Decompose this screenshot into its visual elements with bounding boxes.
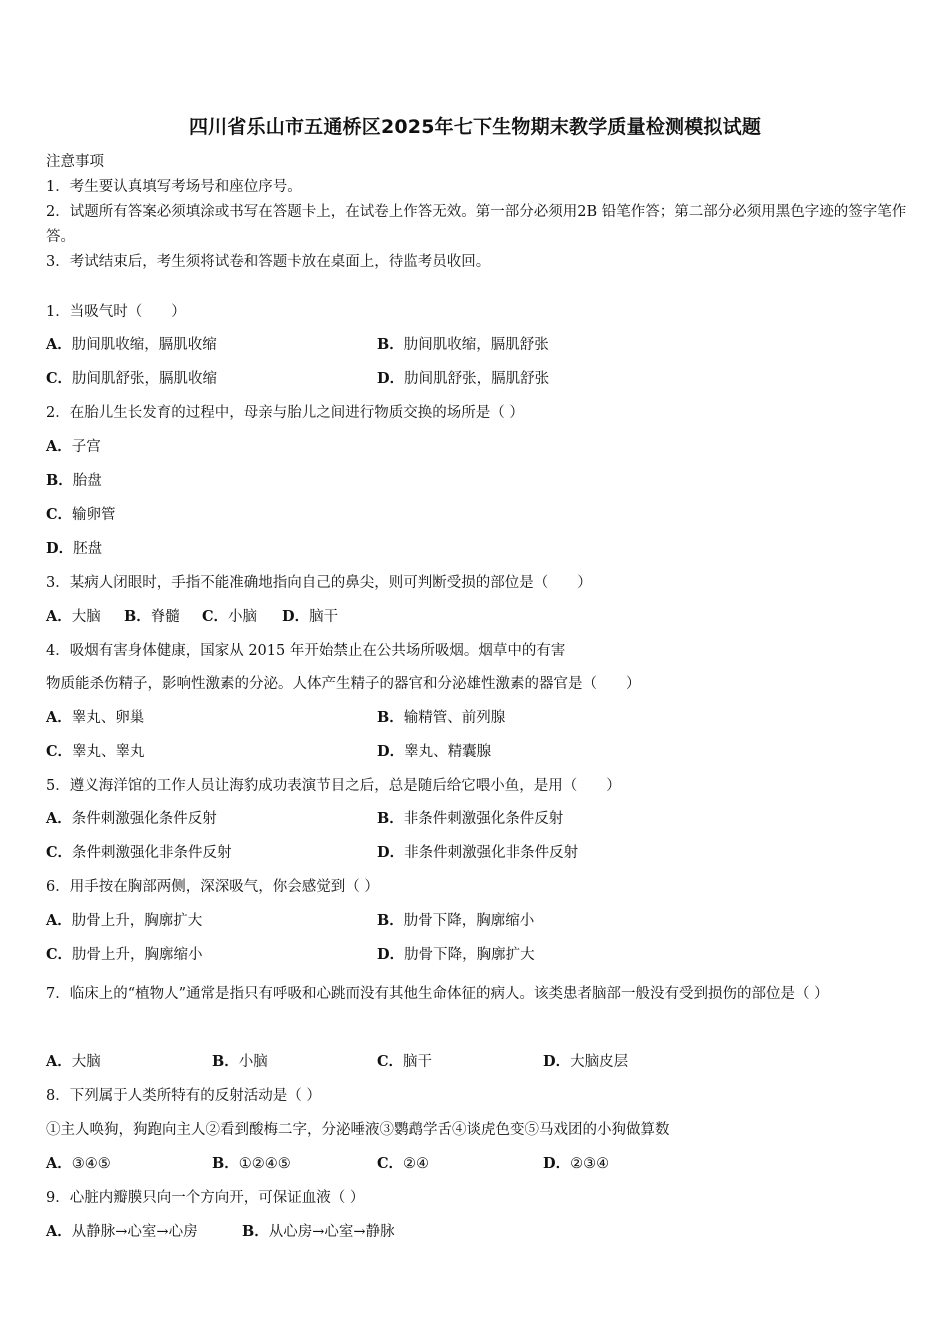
question-6-stem: 6．用手按在胸部两侧，深深吸气，你会感觉到（ ） [46,879,379,895]
q3-option-a: A．大脑 [46,608,101,625]
q4-option-c: C．睾丸、睾丸 [46,743,145,760]
note-item-2: 2．试题所有答案必须填涂或书写在答题卡上，在试卷上作答无效。第一部分必须用2B 铅笔作答；第二部分必须用黑色字迹的签字笔作答。 [46,204,907,245]
q1-option-d: D．肋间肌舒张，膈肌舒张 [377,370,550,387]
q4-option-d: D．睾丸、精囊腺 [377,743,492,760]
q1-option-a: A．肋间肌收缩，膈肌收缩 [46,336,217,353]
q2-option-c: C．输卵管 [46,506,116,523]
q1-option-b: B．肋间肌收缩，膈肌舒张 [377,336,549,353]
question-8-stem-cont: ①主人唤狗，狗跑向主人②看到酸梅二字，分泌唾液③鹦鹉学舌④谈虎色变⑤马戏团的小狗做算数 [46,1122,670,1138]
q4-option-a: A．睾丸、卵巢 [46,709,145,726]
q3-option-d: D．脑干 [282,608,339,625]
q7-option-c: C．脑干 [377,1053,433,1070]
q7-option-a: A．大脑 [46,1053,101,1070]
note-item-1: 1．考生要认真填写考场号和座位序号。 [46,179,302,195]
question-5-stem: 5．遵义海洋馆的工作人员让海豹成功表演节目之后，总是随后给它喂小鱼，是用（ ） [46,778,621,794]
q5-option-a: A．条件刺激强化条件反射 [46,810,217,827]
q6-option-d: D．肋骨下降，胸廓扩大 [377,946,535,963]
q1-option-c: C．肋间肌舒张，膈肌收缩 [46,370,218,387]
q4-option-b: B．输精管、前列腺 [377,709,506,726]
q9-option-a: A．从静脉→心室→心房 [46,1223,198,1240]
question-2-stem: 2．在胎儿生长发育的过程中，母亲与胎儿之间进行物质交换的场所是（ ） [46,405,524,421]
q6-option-c: C．肋骨上升，胸廓缩小 [46,946,203,963]
question-9-stem: 9．心脏内瓣膜只向一个方向开，可保证血液（ ） [46,1190,365,1206]
q3-option-b: B．脊髓 [124,608,180,625]
q7-option-d: D．大脑皮层 [543,1053,629,1070]
q6-option-b: B．肋骨下降，胸廓缩小 [377,912,535,929]
q5-option-b: B．非条件刺激强化条件反射 [377,810,564,827]
q9-option-b: B．从心房→心室→静脉 [242,1223,395,1240]
q7-option-b: B．小脑 [212,1053,268,1070]
note-item-3: 3．考试结束后，考生须将试卷和答题卡放在桌面上，待监考员收回。 [46,254,491,270]
question-8-stem: 8．下列属于人类所特有的反射活动是（ ） [46,1088,321,1104]
q5-option-c: C．条件刺激强化非条件反射 [46,844,232,861]
q5-option-d: D．非条件刺激强化非条件反射 [377,844,579,861]
q2-option-b: B．胎盘 [46,472,102,489]
question-4-stem-cont: 物质能杀伤精子，影响性激素的分泌。人体产生精子的器官和分泌雄性激素的器官是（ ） [46,676,641,692]
q8-option-d: D．②③④ [543,1155,610,1172]
notes-heading: 注意事项 [46,154,104,170]
q8-option-c: C．②④ [377,1155,430,1172]
q2-option-d: D．胚盘 [46,540,103,557]
question-7-stem: 7．临床上的“植物人”通常是指只有呼吸和心跳而没有其他生命体征的病人。该类患者脑部一般没有受到损伤的部位是（ ） [46,986,829,1002]
question-3-stem: 3．某病人闭眼时，手指不能准确地指向自己的鼻尖，则可判断受损的部位是（ ） [46,575,592,591]
q3-option-c: C．小脑 [202,608,258,625]
q6-option-a: A．肋骨上升，胸廓扩大 [46,912,203,929]
question-1-stem: 1．当吸气时（ ） [46,304,186,320]
q8-option-b: B．①②④⑤ [212,1155,291,1172]
question-4-stem: 4．吸烟有害身体健康，国家从 2015 年开始禁止在公共场所吸烟。烟草中的有害 [46,643,566,659]
q2-option-a: A．子宫 [46,438,101,455]
q8-option-a: A．③④⑤ [46,1155,111,1172]
page-title: 四川省乐山市五通桥区2025年七下生物期末教学质量检测模拟试题 [188,116,762,138]
